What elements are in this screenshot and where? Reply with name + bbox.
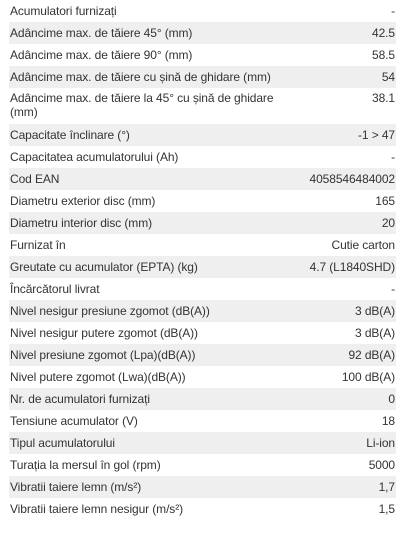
spec-label: Nivel nesigur presiune zgomot (dB(A)) — [10, 304, 210, 318]
spec-row-nr-acumulatori — [9, 388, 396, 410]
spec-row-putere-zgomot — [9, 366, 396, 388]
spec-value: 0 — [388, 392, 395, 406]
spec-row-capacitate-acumulator — [9, 146, 396, 168]
spec-value: 54 — [381, 70, 395, 84]
spec-label: Acumulatori furnizați — [10, 4, 117, 18]
spec-label: Furnizat în — [10, 238, 66, 252]
spec-value: 3 dB(A) — [355, 326, 395, 340]
spec-row-vibratii-nesigur — [9, 498, 396, 520]
spec-value: 165 — [375, 194, 395, 208]
spec-label: Tipul acumulatorului — [10, 436, 115, 450]
spec-label: Adâncime max. de tăiere 90° (mm) — [10, 48, 193, 62]
spec-row-tip-acumulator — [9, 432, 396, 454]
spec-label: Greutate cu acumulator (EPTA) (kg) — [10, 260, 198, 274]
spec-label: Diametru exterior disc (mm) — [10, 194, 156, 208]
spec-row-adancime-45 — [9, 22, 396, 44]
spec-row-turatie — [9, 454, 396, 476]
spec-value: - — [391, 282, 395, 296]
spec-value: - — [391, 4, 395, 18]
spec-row-incarcator — [9, 278, 396, 300]
spec-row-adancime-90 — [9, 44, 396, 66]
spec-row-nesigur-putere — [9, 322, 396, 344]
spec-value: 4.7 (L1840SHD) — [309, 260, 395, 274]
spec-row-furnizat-in — [9, 234, 396, 256]
spec-value: 1,7 — [378, 480, 395, 494]
spec-label: Tensiune acumulator (V) — [10, 414, 138, 428]
spec-value: - — [391, 150, 395, 164]
spec-label: Diametru interior disc (mm) — [10, 216, 152, 230]
spec-row-diametru-exterior — [9, 190, 396, 212]
spec-row-nesigur-presiune — [9, 300, 396, 322]
spec-label: Încărcătorul livrat — [10, 282, 100, 296]
spec-row-cod-ean — [9, 168, 396, 190]
spec-value: 4058546484002 — [309, 172, 395, 186]
spec-label: Nivel presiune zgomot (Lpa)(dB(A)) — [10, 348, 196, 362]
spec-label: Cod EAN — [10, 172, 60, 186]
spec-value: Cutie carton — [331, 238, 395, 252]
spec-row-diametru-interior — [9, 212, 396, 234]
spec-label: Vibratii taiere lemn (m/s²) — [10, 480, 142, 494]
spec-label: Vibratii taiere lemn nesigur (m/s²) — [10, 502, 184, 516]
spec-value: Li-ion — [366, 436, 395, 450]
spec-label: Nivel putere zgomot (Lwa)(dB(A)) — [10, 370, 186, 384]
spec-row-tensiune — [9, 410, 396, 432]
spec-row-greutate — [9, 256, 396, 278]
spec-row-acumulatori-furnizati — [9, 0, 396, 22]
spec-value: 42.5 — [372, 26, 395, 40]
spec-value: 18 — [381, 414, 395, 428]
spec-label: Adâncime max. de tăiere la 45° cu șină de ghidare (mm) — [10, 91, 274, 119]
spec-label: Adâncime max. de tăiere 45° (mm) — [10, 26, 193, 40]
spec-row-vibratii — [9, 476, 396, 498]
spec-row-presiune-zgomot — [9, 344, 396, 366]
spec-value: 5000 — [368, 458, 395, 472]
spec-value: 92 dB(A) — [348, 348, 395, 362]
spec-value: -1 > 47 — [358, 128, 395, 142]
spec-value: 58.5 — [372, 48, 395, 62]
spec-value: 3 dB(A) — [355, 304, 395, 318]
spec-label: Capacitatea acumulatorului (Ah) — [10, 150, 179, 164]
spec-row-adancime-45-sina — [9, 88, 396, 124]
spec-row-adancime-sina — [9, 66, 396, 88]
spec-label: Turația la mersul în gol (rpm) — [10, 458, 161, 472]
spec-value: 38.1 — [372, 91, 395, 105]
spec-label: Nr. de acumulatori furnizați — [10, 392, 150, 406]
spec-value: 20 — [381, 216, 395, 230]
spec-value: 1,5 — [378, 502, 395, 516]
spec-row-capacitate-inclinare — [9, 124, 396, 146]
spec-label: Capacitate înclinare (°) — [10, 128, 130, 142]
spec-label: Adâncime max. de tăiere cu șină de ghidare (mm) — [10, 70, 271, 84]
spec-label: Nivel nesigur putere zgomot (dB(A)) — [10, 326, 198, 340]
spec-value: 100 dB(A) — [341, 370, 395, 384]
